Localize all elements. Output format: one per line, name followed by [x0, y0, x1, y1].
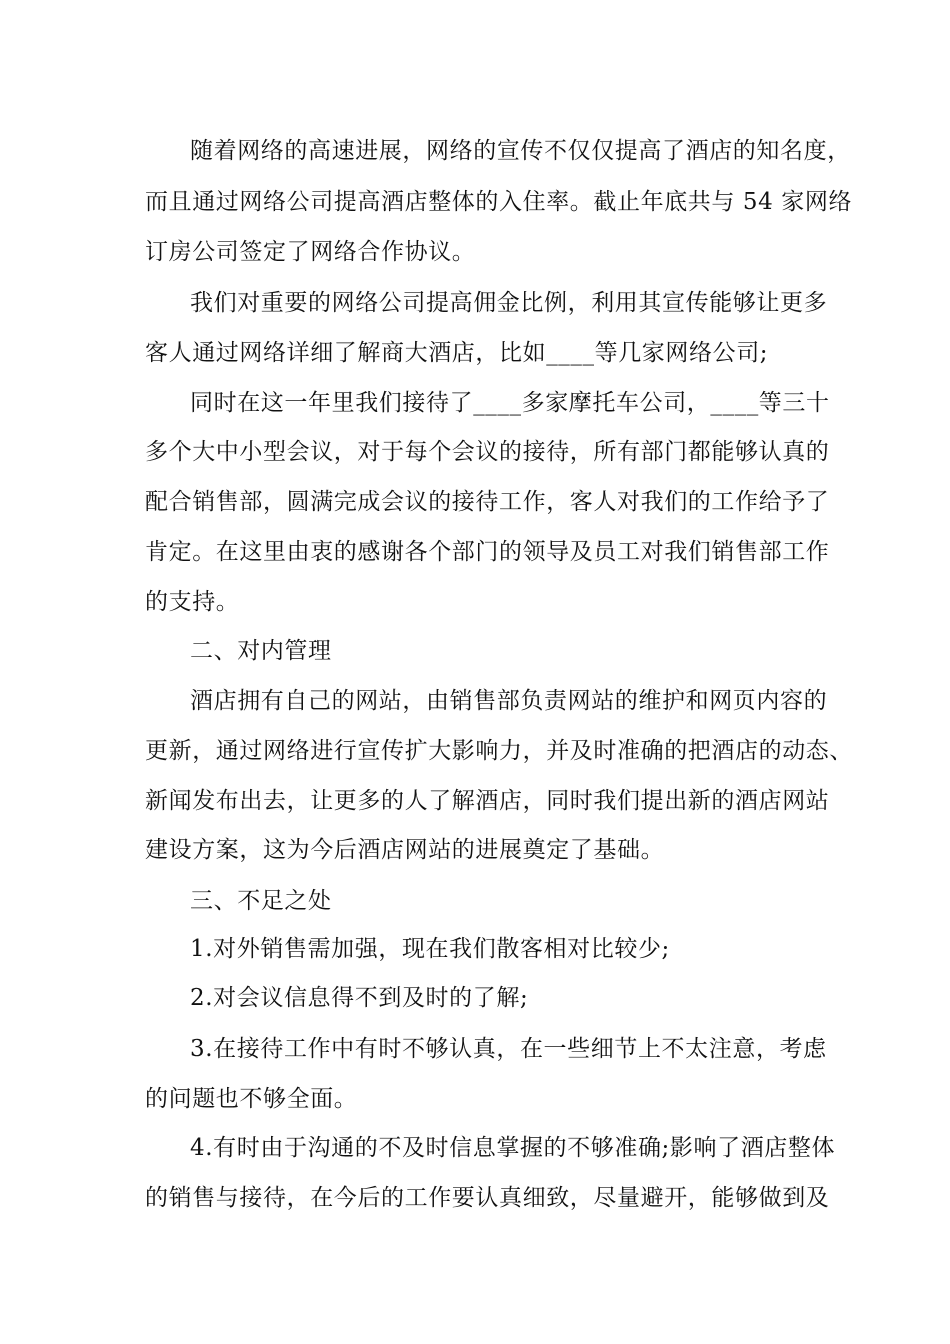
- list-item: 2.对会议信息得不到及时的了解;: [190, 985, 529, 1011]
- body-text-line: 的问题也不够全面。: [145, 1086, 358, 1112]
- body-text-line: 肯定。在这里由衷的感谢各个部门的领导及员工对我们销售部工作: [145, 539, 830, 565]
- list-item: 1.对外销售需加强，现在我们散客相对比较少;: [190, 936, 670, 962]
- body-text-line: 而且通过网络公司提高酒店整体的入住率。截止年底共与 54 家网络: [145, 189, 853, 215]
- body-text-line: 的支持。: [145, 589, 240, 615]
- body-text-line: 新闻发布出去，让更多的人了解酒店，同时我们提出新的酒店网站: [145, 788, 830, 814]
- list-item: 4.有时由于沟通的不及时信息掌握的不够准确;影响了酒店整体: [190, 1135, 836, 1161]
- body-text-line: 订房公司签定了网络合作协议。: [145, 239, 476, 265]
- body-text-line: 更新，通过网络进行宣传扩大影响力，并及时准确的把酒店的动态、: [145, 738, 853, 764]
- list-item: 3.在接待工作中有时不够认真，在一些细节上不太注意，考虑: [190, 1036, 827, 1062]
- body-text-line: 建设方案，这为今后酒店网站的进展奠定了基础。: [145, 837, 665, 863]
- body-text-line: 的销售与接待，在今后的工作要认真细致，尽量避开，能够做到及: [145, 1185, 830, 1211]
- body-text-line: 配合销售部，圆满完成会议的接待工作，客人对我们的工作给予了: [145, 489, 830, 515]
- body-text-line: 我们对重要的网络公司提高佣金比例，利用其宣传能够让更多: [190, 290, 828, 316]
- body-text-line: 随着网络的高速进展，网络的宣传不仅仅提高了酒店的知名度，: [190, 138, 851, 164]
- section-heading: 二、对内管理: [190, 638, 332, 664]
- body-text-line: 酒店拥有自己的网站，由销售部负责网站的维护和网页内容的: [190, 688, 828, 714]
- body-text-line: 客人通过网络详细了解商大酒店，比如____等几家网络公司;: [145, 340, 769, 366]
- body-text-line: 多个大中小型会议，对于每个会议的接待，所有部门都能够认真的: [145, 439, 830, 465]
- body-text-line: 同时在这一年里我们接待了____多家摩托车公司，____等三十: [190, 390, 830, 416]
- section-heading: 三、不足之处: [190, 888, 332, 914]
